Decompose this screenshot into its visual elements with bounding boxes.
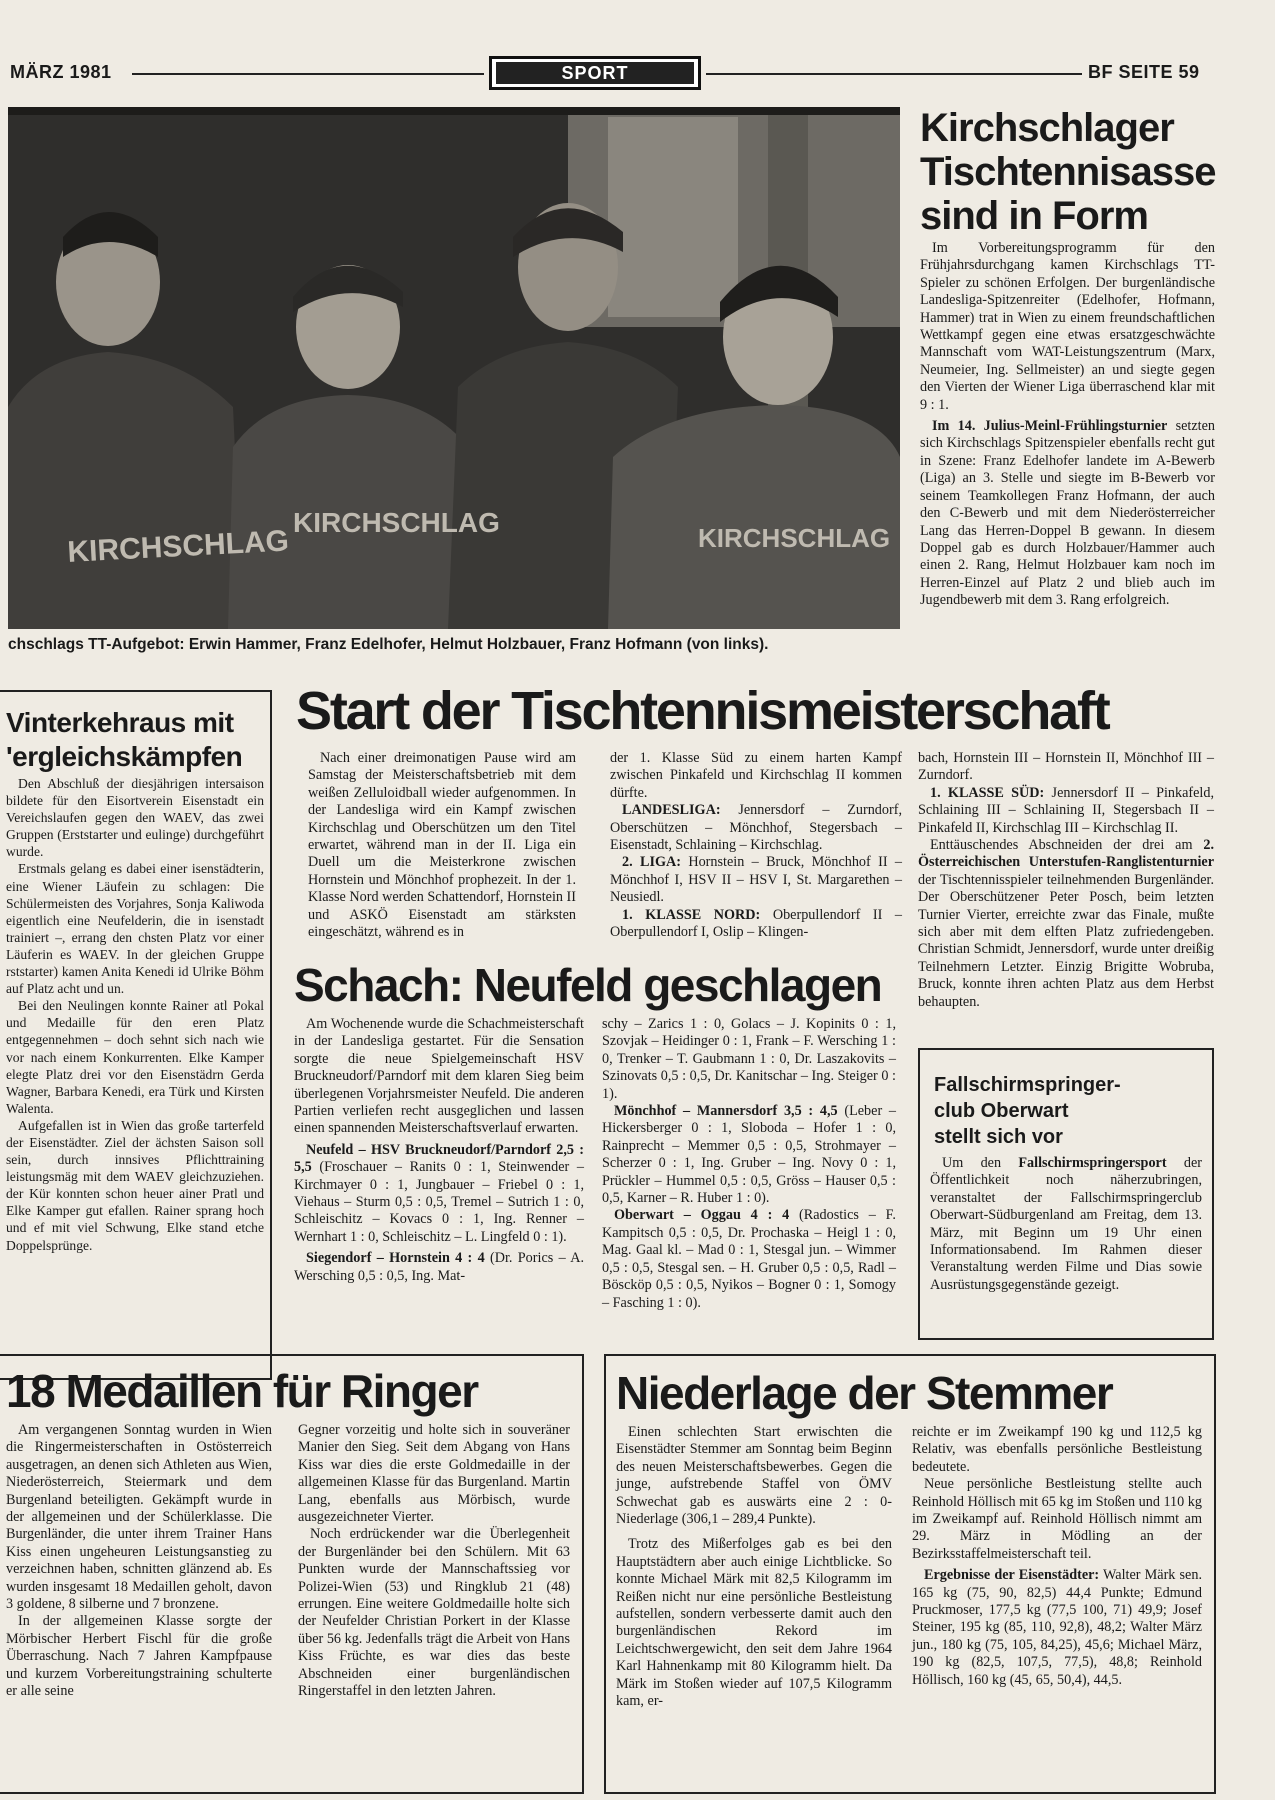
masthead-rule-right bbox=[706, 73, 1082, 75]
schach-text bbox=[294, 1250, 584, 1285]
schach-text bbox=[602, 1103, 896, 1207]
tischtennis-text bbox=[610, 907, 902, 942]
schach-lead: Siegendorf – Hornstein 4 : 4 bbox=[306, 1250, 485, 1267]
stemmer-headline: Niederlage der Stemmer bbox=[616, 1367, 1113, 1419]
winter-headline-line: 'ergleichskämpfen bbox=[6, 741, 243, 772]
tischtennis-text: der 1. Klasse Süd zu einem harten Kampf zwischen Pinkafeld und Kirchschlag II kommen dürfte. bbox=[610, 750, 902, 801]
tischtennis-text: der Tischtennisspieler teilnehmenden Burgenländer. Der Oberschützener Peter Posch, beim letzten Turnier Vierter, erreichte zwar das Finale, mußte sich aber mit dem elften Platz zufriedengeben. Christian Schmidt, Jennersdorf, wurde unter dreißig Teilnehmern Letzter. Einzig Brigitte Wobruba, Bruck, konnte ihren achten Platz aus dem Herbst behaupten. bbox=[918, 871, 1214, 1010]
kirchschlager-lead: Im 14. Julius-Meinl-Frühlingsturnier bbox=[932, 418, 1168, 435]
masthead-rule-left bbox=[132, 73, 484, 75]
stemmer-paragraph: Einen schlechten Start erwischten die Eisenstädter Stemmer am Sonntag beim Beginn des neuen Meisterschaftsbewerbes. Gegen die junge, aufstrebende Staffel von ÖMV Schwechat gab es auswärts eine 2 : 0-Niederlage (306,1 – 289,4 Punkte). bbox=[616, 1424, 892, 1528]
tischtennis-text bbox=[918, 785, 1214, 837]
tischtennis-text: Enttäuschendes Abschneiden der drei am bbox=[930, 837, 1204, 854]
ringer-paragraph: In der allgemeinen Klasse sorgte der Mörbischer Herbert Fischl für die große Überraschung. Nach 7 Jahren Kampfpause und kurzem Vorbereitungstraining schulterte er alle seine bbox=[6, 1613, 272, 1700]
fallschirm-text: der Öffentlichkeit noch näherzubringen, veranstaltet der Fallschirmspringerclub Oberwart-Südburgenland am Freitag, dem 13. März, mit Beginn um 19 Uhr einen Informationsabend. Im Rahmen dieser Veranstaltung werden Filme und Dias sowie Ausrüstungsgegenstände gezeigt. bbox=[930, 1155, 1202, 1293]
stemmer-lead: Ergebnisse der Eisenstädter: bbox=[924, 1567, 1100, 1584]
ringer-col1 bbox=[6, 1422, 272, 1701]
winter-paragraph: Erstmals gelang es dabei einer isenstädterin, eine Wiener Läufein zu schlagen: Die Schülermeisten des Vorjahres, Sonja Kaliwoda eigentlich eine Neufelderin, die in isenstadt trainiert –, errang den chsten Platz vor einer Läuferin es WAEV. In der gleichen Gruppe rststarter) kamen Anita Kenedi id Ulrike Böhm auf Platz acht und un. bbox=[6, 861, 264, 997]
masthead-page: BF SEITE 59 bbox=[1088, 62, 1200, 82]
ringer-col2 bbox=[298, 1422, 570, 1701]
tischtennis-text bbox=[610, 802, 902, 854]
ringer-paragraph: Noch erdrückender war die Überlegenheit der Burgenländer bei den Schülern. Mit 63 Punkten wurde der Mannschaftssieg vor Polizei-Wien (53) und Ringklub 21 (48) errungen. Eine weitere Goldmedaille holte sich der Neufelder Christian Porkert in der Klasse über 56 kg. Jedenfalls trägt die Arbeit von Hans Kiss Früchte, es war dies das beste Abschneiden einer burgenländischen Ringerstaffel in den letzten Jahren. bbox=[298, 1526, 570, 1700]
tischtennis-headline: Start der Tischtennismeisterschaft bbox=[296, 681, 1109, 741]
winter-paragraph: Aufgefallen ist in Wien das große tarterfeld der Eisenstädter. Ziel der ächsten Saison soll sein, durch innsives Pflichttraining leistungsmäg mit dem WAEV gleichzuziehen. der Kür konnten schon heuer ainer Pratl und Elke Kamper gut efallen. Rainer sprang hoch und ef mit viel Schwung, Elke stand etche Doppelsprünge. bbox=[6, 1117, 264, 1253]
tischtennis-lead: 1. KLASSE NORD: bbox=[622, 906, 761, 923]
schach-text: Am Wochenende wurde die Schachmeisterschaft in der Landesliga gestartet. Für die Sensation sorgte die neue Spielgemeinschaft HSV Bruckneudorf/Parndorf mit dem klaren Sieg beim überlegenen Vorjahrsmeister Neufeld. Die anderen Partien verliefen recht ausgeglichen und lassen einen spannenden Meisterschaftsverlauf erwarten. bbox=[294, 1016, 584, 1137]
team-photo-image bbox=[8, 107, 900, 629]
winter-headline-line: Vinterkehraus mit bbox=[6, 707, 234, 738]
tischtennis-lead: 2. LIGA: bbox=[622, 854, 681, 871]
schach-text bbox=[294, 1142, 584, 1246]
tischtennis-col2 bbox=[610, 750, 902, 941]
schach-headline: Schach: Neufeld geschlagen bbox=[294, 959, 882, 1011]
fallschirm-text bbox=[930, 1155, 1202, 1294]
winter-paragraph: Den Abschluß der diesjährigen intersaison bildete für den Eisortverein Eisenstadt ein Vereichslaufen gegen den WAEV, das zwei Gruppen (Erststarter und eulinge) durchgeführt wurde. bbox=[6, 776, 264, 860]
stemmer-paragraph bbox=[912, 1567, 1202, 1689]
tischtennis-text: Jennersdorf II – Pinkafeld, Schlaining III – Schlaining II, Stegersbach II – Pinkafeld II, Kirchschlag III – Kirchschlag II. bbox=[918, 784, 1214, 836]
stemmer-paragraph: Trotz des Mißerfolges gab es bei den Hauptstädtern aber auch einige Lichtblicke. So konnte Michael Märk mit 82,5 Kilogramm im Reißen nicht nur eine persönliche Bestleistung aufstellen, sondern verbesserte damit auch den burgenländischen Rekord im Leichtschwergewicht, den seit dem Jahre 1964 Karl Hahnenkamp mit 80 Kilogramm hielt. Da Märk im Stoßen wieder auf 107,5 Kilogramm kam, er- bbox=[616, 1536, 892, 1710]
kirchschlager-paragraph: Im Vorbereitungsprogramm für den Frühjahrsdurchgang kamen Kirchschlags TT-Spieler zu schönen Erfolgen. Der burgenländische Landesliga-Spitzenreiter (Edelhofer, Hofmann, Hammer) trat in Wien zu einem freundschaftlichen Wettkampf gegen eine etwas ersatzgeschwächte Mannschaft vom WAT-Leistungszentrum (Marx, Neumeier, Ing. Sellmeister) an und siegte gegen den Vierten der Wiener Liga überraschend klar mit 9 : 1. bbox=[920, 240, 1215, 413]
winter-headline bbox=[6, 706, 268, 774]
tischtennis-text bbox=[918, 837, 1214, 1011]
photo-caption: chschlags TT-Aufgebot: Erwin Hammer, Franz Edelhofer, Helmut Holzbauer, Franz Hofmann (von links). bbox=[8, 636, 769, 653]
stemmer-text: Walter Märk sen. 165 kg (75, 90, 82,5) 44,4 Punkte; Edmund Pruckmoser, 177,5 kg (77,5 100, 71) 49,9; Josef Steiner, 195 kg (85, 110, 92,8), 48,2; Walter März jun., 180 kg (75, 105, 84,25), 45,6; Michael März, 190 kg (82,5, 107,5, 77,5), 48,8; Reinhold Höllisch, 160 kg (45, 65, 50,4), 44,5. bbox=[912, 1567, 1202, 1688]
fallschirm-headline bbox=[934, 1072, 1204, 1150]
schach-lead: Oberwart – Oggau 4 : 4 bbox=[614, 1207, 790, 1224]
team-photo bbox=[8, 107, 900, 629]
tischtennis-lead: LANDESLIGA: bbox=[622, 802, 721, 819]
kirchschlager-headline-line: Kirchschlager bbox=[920, 106, 1174, 150]
stemmer-col1 bbox=[616, 1424, 892, 1711]
fallschirm-lead: Fallschirmspringersport bbox=[1018, 1155, 1167, 1171]
tischtennis-text: Hornstein – Bruck, Mönchhof II – Mönchhof I, HSV II – HSV I, St. Margarethen – Neusiedl. bbox=[610, 854, 902, 906]
schach-text bbox=[602, 1207, 896, 1311]
schach-text: schy – Zarics 1 : 0, Golacs – J. Kopinits 0 : 1, Szovjak – Heidinger 0 : 1, Frank – F. Wersching 1 : 0, Trenker – T. Gaubmann 1 : 0, Dr. Laszakovits – Szinovats 0,5 : 0,5, Dr. Kanitschar – Ing. Steiger 0 : 1). bbox=[602, 1016, 896, 1102]
tischtennis-text: bach, Hornstein III – Hornstein II, Mönchhof III – Zurndorf. bbox=[918, 750, 1214, 784]
tischtennis-lead: 2. Österreichischen Unterstufen-Ranglistenturnier bbox=[918, 837, 1214, 871]
section-label-box bbox=[489, 56, 701, 90]
stemmer-paragraph: reichte er im Zweikampf 190 kg und 112,5 kg Relativ, was ebenfalls persönliche Bestleistung bedeutete. bbox=[912, 1424, 1202, 1475]
fallschirm-headline-line: stellt sich vor bbox=[934, 1126, 1063, 1148]
tischtennis-lead: 1. KLASSE SÜD: bbox=[930, 784, 1045, 801]
jersey-text: KIRCHSCHLAG bbox=[66, 524, 290, 569]
section-label: SPORT bbox=[496, 62, 694, 84]
kirchschlager-body bbox=[920, 240, 1215, 610]
jersey-text: KIRCHSCHLAG bbox=[293, 507, 500, 538]
winter-paragraph: Bei den Neulingen konnte Rainer atl Pokal und Medaille für den eren Platz entgegennehmen – doch sehnt sich nach wie vor nach einem Konkurrenten. Elke Kamper elegte Platz drei vor den Eisenstädrn Gerda Wagner, Barbara Kenedi, era Türk und Kirsten Walenta. bbox=[6, 998, 264, 1116]
tischtennis-col3 bbox=[918, 750, 1214, 1011]
winter-body bbox=[6, 775, 264, 1254]
kirchschlager-text: setzten sich Kirchschlags Spitzenspieler ebenfalls recht gut in Szene: Franz Edelhofer landete im A-Bewerb (Liga) an 3. Stelle und siegte im B-Bewerb vor seinem Teamkollegen Franz Hofmann, der auch den C-Bewerb und mit dem Niederösterreicher Lang das Herren-Doppel B gewann. In diesem Doppel gab es durch Holzbauer/Hammer auch einen 2. Rang, Helmut Holzbauer kam noch im Herren-Einzel auf Platz 2 und blieb auch im Jugendbewerb mit dem 3. Rang erfolgreich. bbox=[920, 418, 1215, 609]
schach-text: (Dr. Porics – A. Wersching 0,5 : 0,5, Ing. Mat- bbox=[294, 1250, 584, 1284]
kirchschlager-headline-line: Tischtennisasse bbox=[920, 150, 1216, 194]
kirchschlager-paragraph bbox=[920, 418, 1215, 609]
fallschirm-body bbox=[930, 1155, 1202, 1294]
schach-text: (Froschauer – Ranits 0 : 1, Steinwender – Kirchmayer 0 : 1, Jungbauer – Friebel 0 : 1, Viehaus – Sturm 0,5 : 0,5, Tremel – Sutrich 1 : 0, Schleischitz – Kovacs 0 : 1, Ing. Renner – Wernhart 1 : 0, Schleischitz – L. Lingfeld 0 : 1). bbox=[294, 1159, 584, 1245]
fallschirm-headline-line: Fallschirmspringer- bbox=[934, 1074, 1121, 1096]
fallschirm-text: Um den bbox=[942, 1155, 1019, 1171]
tischtennis-col1 bbox=[308, 750, 576, 941]
ringer-headline: 18 Medaillen für Ringer bbox=[6, 1365, 478, 1417]
fallschirm-headline-line: club Oberwart bbox=[934, 1100, 1069, 1122]
schach-text: (Radostics – F. Kampitsch 0,5 : 0,5, Dr. Prochaska – Heigl 1 : 0, Mag. Gaal kl. – Mad 0 : 1, Stesgal jun. – Wimmer 0,5 : 0,5, Stesgal sen. – H. Gruber 0,5 : 0,5, Radl – Böscköр 0,5 : 0,5, Nyikos – Bogner 0 : 1, Somogy – Fasching 1 : 0). bbox=[602, 1207, 896, 1311]
tischtennis-text: Oberpullendorf II – Oberpullendorf I, Oslip – Klingen- bbox=[610, 906, 902, 941]
stemmer-paragraph: Neue persönliche Bestleistung stellte auch Reinhold Höllisch mit 65 kg im Stoßen und 110 kg im Zweikampf auf. Reinhold Höllisch nimmt am 29. März in Mödling an der Bezirksstaffelmeisterschaft teil. bbox=[912, 1476, 1202, 1562]
kirchschlager-headline-line: sind in Form bbox=[920, 194, 1148, 238]
masthead-date: MÄRZ 1981 bbox=[10, 62, 112, 82]
schach-col1 bbox=[294, 1016, 584, 1285]
tischtennis-text bbox=[610, 854, 902, 906]
jersey-text: KIRCHSCHLAG bbox=[698, 523, 891, 553]
tischtennis-text: Jennersdorf – Zurndorf, Oberschützen – Mönchhof, Stegersbach – Eisenstadt, Schlaining – Kirchschlag. bbox=[610, 802, 902, 854]
ringer-paragraph: Am vergangenen Sonntag wurden in Wien die Ringermeisterschaften in Ostösterreich ausgetragen, an denen sich Athleten aus Wien, Niederösterreich, Steiermark und dem Burgenland beteiligten. Gekämpft wurde in der allgemeinen und der Schülerklasse. Die Burgenländer, die unter ihrem Trainer Hans Kiss einen ungeheuren Leistungsanstieg zu verzeichnen haben, schnitten glänzend ab. Es wurden insgesamt 18 Medaillen geholt, davon 3 goldene, 8 silberne und 7 bronzene. bbox=[6, 1422, 272, 1613]
ringer-paragraph: Gegner vorzeitig und holte sich in souveräner Manier den Sieg. Seit dem Abgang von Hans Kiss war dies die erste Goldmedaille in der allgemeinen Klasse für das Burgenland. Martin Lang, ebenfalls aus Mörbisch, wurde ausgezeichneter Vierter. bbox=[298, 1422, 570, 1526]
stemmer-col2 bbox=[912, 1424, 1202, 1689]
schach-col2 bbox=[602, 1016, 896, 1312]
tischtennis-text: Nach einer dreimonatigen Pause wird am Samstag der Meisterschaftsbetrieb mit dem weißen Zelluloidball wieder aufgenommen. In der Landesliga wird ein Kampf zwischen Kirchschlag und Oberschützen um den Titel erwartet, während man in der II. Liga ein Duell um die Meisterkrone zwischen Hornstein und Mönchhof prophezeit. In der 1. Klasse Nord werden Schattendorf, Hornstein II und ASKÖ Eisenstadt am stärksten eingeschätzt, während es in bbox=[308, 750, 576, 941]
schach-text: (Leber – Hickersberger 0 : 1, Sloboda – Hofer 1 : 0, Rainprecht – Memmer 0,5 : 0,5, Strohmayer – Scherzer 0 : 1, Ing. Gruber – Ing. Novy 0 : 1, Prückler – Hummel 0,5 : 0,5, Gröss – Hauser 0,5 : 0,5, Karner – R. Huber 1 : 0). bbox=[602, 1103, 896, 1207]
schach-lead: Neufeld – HSV Bruckneudorf/Parndorf 2,5 : 5,5 bbox=[294, 1141, 584, 1176]
kirchschlager-headline bbox=[920, 106, 1270, 238]
schach-lead: Mönchhof – Mannersdorf 3,5 : 4,5 bbox=[614, 1103, 838, 1120]
